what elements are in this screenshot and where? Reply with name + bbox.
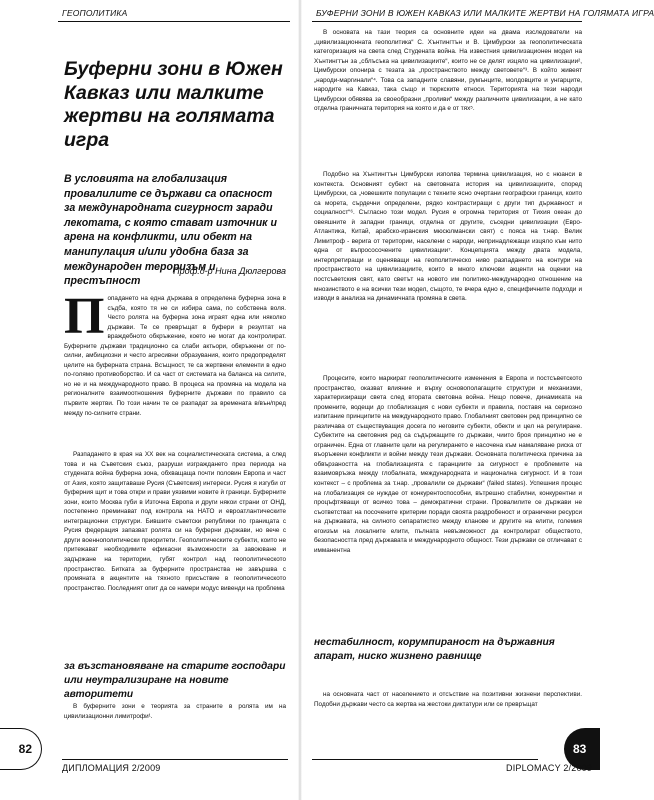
drop-cap: П [64, 288, 105, 345]
body-paragraph-r1: В основата на тази теория са основните идеи на двама изследователи на „цивилизационната геополитика“ С. Хънтингтън и В. Цимбурски за геополитическата категоризация на света след Студената война. На известния цивилизационен модел на Хънтингтън за „сблъсъка на цивилизациите“, които не се делят изцяло на цивилизации², Цимбурски опонира с тезата за „пространството между световете“³. В който живеят „народи-маргинали“⁴. Това са западните славяни, румънците, молдовците и унгарците, народите на Кавказ, така също и тюркските етноси. Територията на тези народи Цимбурски обявява за своеобразни „проливи“ между различните цивилизации, а не като отделна граничната територия на която и да е от тях⁵. [314, 29, 582, 113]
footer-left: ДИПЛОМАЦИЯ 2/2009 [62, 763, 161, 773]
body-paragraph-r2: Подобно на Хънтингтън Цимбурски изполва термина цивилизация, но с нюанси в контекста. Основният субект на световната история на цивилизациите, според Цимбурски, са „човешките популации с техните ясно очертани географски граници, които са морета, сърдечни определени, рядко контрастиращи с други тип държавност и социалност“⁶. Съгласно този модел. Русия е огромна територия от Тихия океан до овеяшните ѝ западни граници, отделна от другите, съседни цивилизации (Евро-Атлантика, Китай, арабско-иранския мюсюлмански свят) с пояса на т.нар. Велик Лимитроф - верига от територии, населени с народи, непринадлежащи изцяло към нито една от въпрососочените цивилизации⁷. Концепцията между двата модела, интерпретиращи и оценяващи на геополитическо ниво разпадането на контури на пространството на цивилизациите, които в много ключови акценти на оценки на постсъветския свят, като светът на новото им политико-международно отношение на мнозинството е на всички тези модел, същото, те вчера едно е, специфичните подходи и изводи в анализа на динамичната промяна в света. [314, 171, 582, 303]
subheading-right: нестабилност, корумпираност на държавния апарат, ниско жизнено равнище [314, 637, 555, 663]
article-author: Проф.д-р Нина Дюлгерова [173, 266, 286, 276]
article-title: Буферни зони в Южен Кавказ или малките жертви на голямата игра [64, 58, 283, 151]
running-header-left: ГЕОПОЛИТИКА [62, 8, 128, 18]
page-number-right: 83 [564, 728, 600, 770]
header-rule-right [312, 21, 582, 22]
body-paragraph-1-text: опадането на една държава в определена буферна зона в съдба, която тя не си избира сама, по собствена воля. Често ролята на буферна зона играят една или няколко държави. Те се превръщат в буфери в резултат на враждебното обкръжение, което не могат да контролират. Буферните държави традиционно са слаби актьори, обкръжени от по-силни, амбициозни и често агресивни образувания, които предопределят целите на буферната страна. Всъщност, те са жертвени елементи в едно по-голямо противоборство. И са част от системата на баланса на силите, но не и на международното право. В процеса на промяна на модела на регионалните взаимоотношения буферните държави по правило са първите жертви. По този начин те се разпадат за времената в/вън/пред между по-силните страни. [64, 295, 286, 417]
page-number-left: 82 [0, 728, 42, 770]
body-paragraph-r4: на основната част от населението и отсъствие на позитивни жизнени перспективи. Подобни държави често са жертва на жестоки диктатури или се превръщат [314, 691, 582, 708]
article-lead: В условията на глобализация провалилите се държави са опасност за международната сигурност заради лекотата, с която стават източник и арена на конфликти, или обект на манипулация и/или удобна база за международен тероризъм и престъпност [64, 173, 277, 288]
body-paragraph-3: В буферните зони е теорията за страните в ролята им на цивилизационни лимитрофи¹. [64, 703, 286, 720]
right-page [300, 0, 654, 800]
body-paragraph-r3: Процесите, които маркират геополитическите изменения в Европа и постсъветското пространство, оказват влияние и върху основополагащите структури и механизми, характеризиращи света след втората световна война. Нещо повече, динамиката на промените, водещи до глобализация с нови субекти и правила, поставя на сериозно изпитание принципите на международното право. Глобалният световен ред принципно се различава от съществуващия досега по неговите субекти, обекти и цел на регулиране. Субектите на световния ред са съдържащите го държави, чиито броя принципно не е ограничен. Една от главните цели на регулирането е насочена към намаляване риска от въоръжени конфликти и войни между тези държави. Основната политическа причина за обвързаността на глобализацията с гаранциите за сигурност е проблемите на взаимовръзка между глобалната, международната и национална сигурност. И в този контекст – с проблема за т.нар. „провалили се държави“ (failed states). Успешния процес на глобализация се нуждае от конкурентоспособни, вътрешно стабилни, конкурентни и процъфтяващи от всичко това – демократични страни. Провалилите се държави не съответстват на посочените критерии поради своята раздробеност и ограничени ресурси на държавата, на силното сепаратистко между кланове и другите на елити, големия егоизъм на локалните елити, пълната невъзможност да контролират обществото, безопасността пред държавата и международното общност. Тези държави се отличават с имманентна [314, 375, 582, 554]
subheading-left: за възстановяване на старите господари или неутрализиране на новите авторитети [64, 661, 286, 701]
running-header-right: БУФЕРНИ ЗОНИ В ЮЖЕН КАВКАЗ ИЛИ МАЛКИТЕ ЖЕРТВИ НА ГОЛЯМАТА ИГРА [316, 8, 654, 18]
body-paragraph-2: Разпадането в края на ХХ век на социалистическата система, а след това и на Съветския съюз, разруши изграждането през периода на студената война буферна зона, обхващаща почти половин Европа и част от Азия, която защитаваше Русия (Съветския) интереси. Русия я изгуби от буферния щит и това откри и прави уязвими новите ѝ граници. Буферните зони, които Москва губи в Източна Европа и други някои страни от ОНД, постепенно преминават под контрола на НАТО и евроатлантическите интеграционни структури. Бившите съветски републики по границата с Русия федерация запазват ролята си на буферни държави, но вече с други военнополитически приоритети. Геополитическите субекти, които не притежават необходимите ефикасни възможности за завоюване и задържане на територии, губят контрол над геополитическото пространство. Битката за буферните пространства не завършва с промяната в акцентите на тяхното присъствие в геополитическото пространство. Последният опит да се намери модус вивенди на проблема [64, 451, 286, 592]
header-rule-left [58, 21, 290, 22]
left-page [0, 0, 300, 800]
footer-rule-right [312, 759, 538, 760]
body-paragraph-1 [64, 288, 286, 418]
footer-rule-left [62, 759, 288, 760]
footer-right: DIPLOMACY 2/2009 [506, 763, 593, 773]
